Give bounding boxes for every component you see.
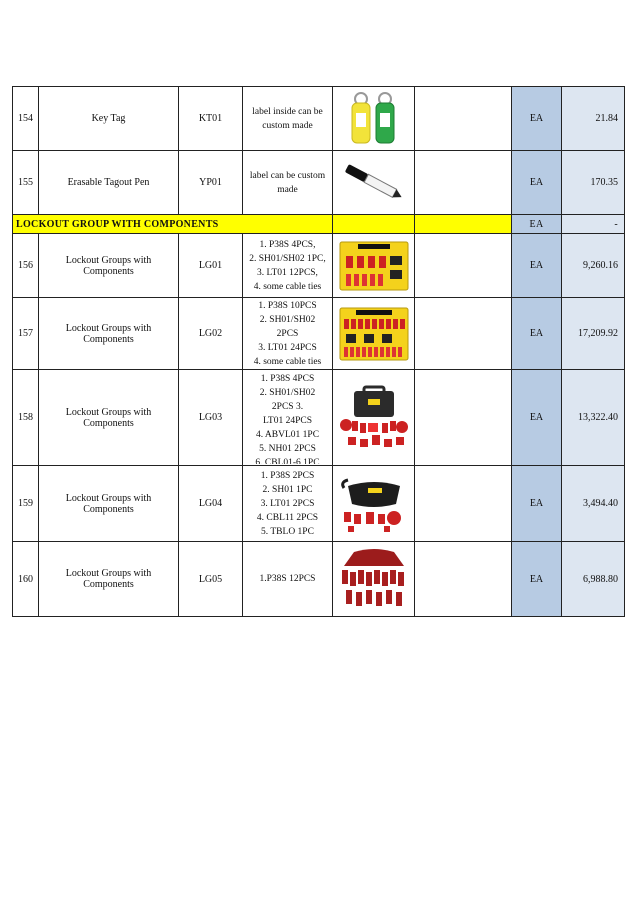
item-number: 158 bbox=[13, 370, 39, 466]
table-row bbox=[13, 542, 625, 617]
table-row bbox=[13, 298, 625, 370]
item-description: label inside can be custom made bbox=[243, 87, 333, 151]
lockout-pouch-image bbox=[333, 466, 415, 542]
marker-pen-image bbox=[333, 151, 415, 215]
empty-cell bbox=[415, 234, 512, 298]
item-number: 154 bbox=[13, 87, 39, 151]
table-row bbox=[13, 370, 625, 466]
group-price: - bbox=[562, 215, 625, 234]
item-code: LG05 bbox=[179, 542, 243, 617]
item-number: 157 bbox=[13, 298, 39, 370]
item-number: 156 bbox=[13, 234, 39, 298]
group-empty-cell bbox=[333, 215, 415, 234]
table-row bbox=[13, 466, 625, 542]
price-cell: 9,260.16 bbox=[562, 234, 625, 298]
item-description: 1.P38S 12PCS bbox=[243, 542, 333, 617]
unit-cell: EA bbox=[512, 87, 562, 151]
unit-cell: EA bbox=[512, 370, 562, 466]
item-code: YP01 bbox=[179, 151, 243, 215]
empty-cell bbox=[415, 370, 512, 466]
unit-cell: EA bbox=[512, 151, 562, 215]
empty-cell bbox=[415, 298, 512, 370]
price-cell: 6,988.80 bbox=[562, 542, 625, 617]
unit-cell: EA bbox=[512, 466, 562, 542]
table-row bbox=[13, 87, 625, 151]
item-code: KT01 bbox=[179, 87, 243, 151]
group-empty-cell bbox=[415, 215, 512, 234]
item-name: Lockout Groups with Components bbox=[39, 370, 179, 466]
item-number: 159 bbox=[13, 466, 39, 542]
empty-cell bbox=[415, 542, 512, 617]
price-cell: 3,494.40 bbox=[562, 466, 625, 542]
unit-cell: EA bbox=[512, 298, 562, 370]
item-name: Lockout Groups with Components bbox=[39, 234, 179, 298]
table-row bbox=[13, 234, 625, 298]
item-name: Lockout Groups with Components bbox=[39, 542, 179, 617]
key-tag-image bbox=[333, 87, 415, 151]
group-unit: EA bbox=[512, 215, 562, 234]
item-description: 1. P38S 10PCS 2. SH01/SH02 2PCS 3. LT01 24PCS 4. some cable ties bbox=[243, 298, 333, 370]
padlock-rack-image bbox=[333, 542, 415, 617]
price-cell: 17,209.92 bbox=[562, 298, 625, 370]
lockout-station-image bbox=[333, 234, 415, 298]
item-name: Lockout Groups with Components bbox=[39, 466, 179, 542]
table-row bbox=[13, 151, 625, 215]
price-cell: 170.35 bbox=[562, 151, 625, 215]
unit-cell: EA bbox=[512, 234, 562, 298]
item-description: 1. P38S 4PCS 2. SH01/SH02 2PCS 3. LT01 24PCS 4. ABVL01 1PC 5. NH01 2PCS 6. CBL01-6 1PC bbox=[243, 370, 333, 466]
lockout-station-large-image bbox=[333, 298, 415, 370]
group-title: LOCKOUT GROUP WITH COMPONENTS bbox=[13, 215, 333, 234]
empty-cell bbox=[415, 151, 512, 215]
item-number: 160 bbox=[13, 542, 39, 617]
item-code: LG01 bbox=[179, 234, 243, 298]
group-header-row bbox=[13, 215, 625, 234]
item-description: 1. P38S 4PCS, 2. SH01/SH02 1PC, 3. LT01 12PCS, 4. some cable ties bbox=[243, 234, 333, 298]
item-code: LG04 bbox=[179, 466, 243, 542]
lockout-toolbox-image bbox=[333, 370, 415, 466]
item-code: LG02 bbox=[179, 298, 243, 370]
item-description: 1. P38S 2PCS 2. SH01 1PC 3. LT01 2PCS 4. CBL11 2PCS 5. TBLO 1PC bbox=[243, 466, 333, 542]
price-cell: 21.84 bbox=[562, 87, 625, 151]
unit-cell: EA bbox=[512, 542, 562, 617]
item-name: Lockout Groups with Components bbox=[39, 298, 179, 370]
item-code: LG03 bbox=[179, 370, 243, 466]
item-name: Erasable Tagout Pen bbox=[39, 151, 179, 215]
item-number: 155 bbox=[13, 151, 39, 215]
item-description: label can be custom made bbox=[243, 151, 333, 215]
item-name: Key Tag bbox=[39, 87, 179, 151]
price-table bbox=[12, 86, 625, 617]
price-cell: 13,322.40 bbox=[562, 370, 625, 466]
empty-cell bbox=[415, 87, 512, 151]
empty-cell bbox=[415, 466, 512, 542]
